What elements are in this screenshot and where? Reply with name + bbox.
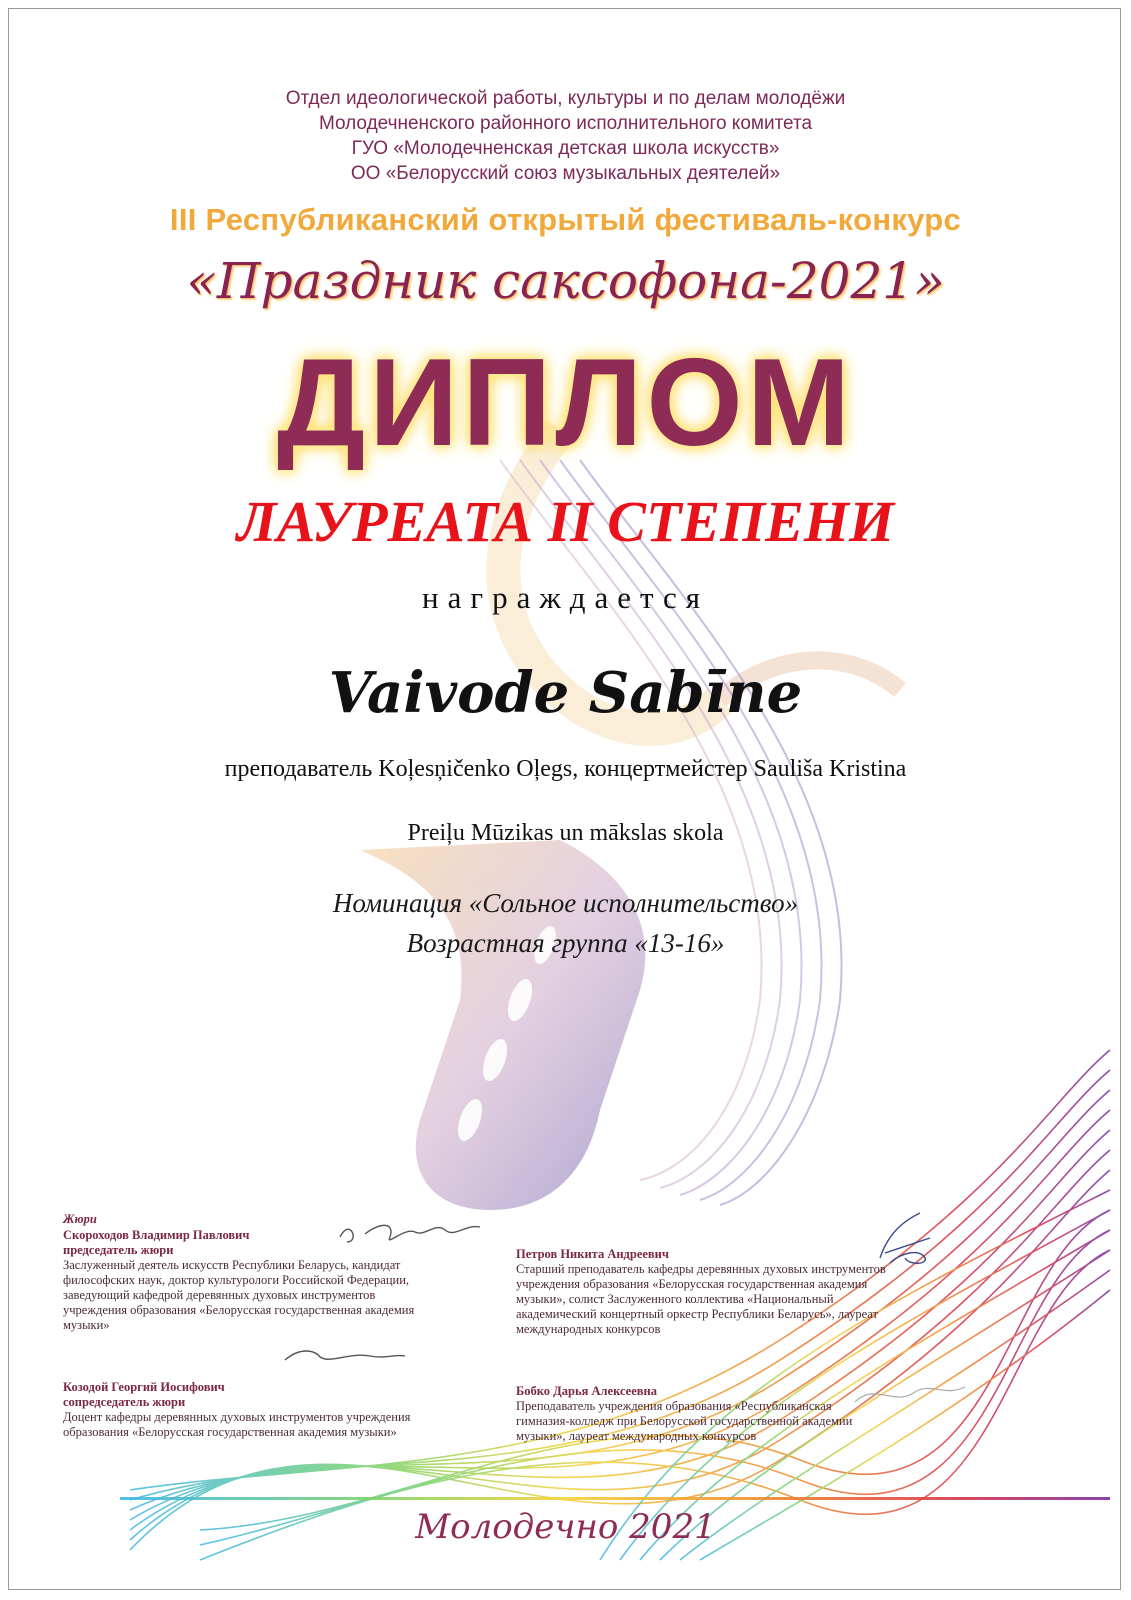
jury-member-role: председатель жюри: [63, 1243, 174, 1257]
organizers-block: [0, 86, 1131, 186]
signature-image: [335, 1212, 485, 1252]
organizer-line: ГУО «Молодечненская детская школа искусств»: [351, 138, 780, 159]
jury-member-bio: Преподаватель учреждения образования «Республиканская гимназия-колледж при Белорусской государственной академии музыки», лауреат международных конкурсов: [516, 1399, 853, 1443]
festival-title: III Республиканский открытый фестиваль-конкурс: [169, 202, 962, 237]
jury-member-bio: Заслуженный деятель искусств Республики Беларусь, кандидат философских наук, доктор культурологи Российской Федерации, заведующий кафедрой деревянных духовых инструментов учреждения образования «Белорусская государственная академия музыки»: [63, 1258, 415, 1332]
signature-image: [280, 1342, 410, 1372]
jury-member: [516, 1247, 886, 1337]
awarded-caption: награждается: [422, 580, 709, 615]
diploma-title: ДИПЛОМ: [276, 334, 855, 472]
jury-heading: Жюри: [63, 1212, 97, 1226]
organizer-line: ОО «Белорусский союз музыкальных деятелей»: [350, 163, 781, 184]
laureate-degree: ЛАУРЕАТА II СТЕПЕНИ: [236, 489, 895, 554]
recipient-name: Vaivode Sabīne: [328, 660, 803, 726]
jury-member-name: Бобко Дарья Алексеевна: [516, 1384, 657, 1398]
jury-member-name: Скороходов Владимир Павлович: [63, 1228, 250, 1242]
jury-member: [516, 1384, 886, 1444]
school-name: Preiļu Mūzikas un mākslas skola: [407, 820, 724, 846]
jury-member-name: Петров Никита Андреевич: [516, 1247, 669, 1261]
place-year: Молодечно 2021: [415, 1507, 716, 1547]
jury-member: [63, 1380, 433, 1440]
signature-image: [850, 1372, 970, 1412]
festival-name: «Праздник саксофона-2021»: [186, 252, 945, 310]
age-group: Возрастная группа «13-16»: [406, 928, 725, 958]
organizer-line: Отдел идеологической работы, культуры и по делам молодёжи: [285, 88, 846, 109]
signature-image: [870, 1208, 940, 1268]
nomination: Номинация «Сольное исполнительство»: [332, 888, 799, 918]
jury-member-bio: Доцент кафедры деревянных духовых инструментов учреждения образования «Белорусская государственная академия музыки»: [63, 1410, 411, 1439]
jury-member-name: Козодой Георгий Иосифович: [63, 1380, 225, 1394]
jury-member-role: сопредседатель жюри: [63, 1395, 186, 1409]
teachers-line: преподаватель Koļesņičenko Oļegs, концертмейстер Sauliša Kristina: [224, 756, 907, 782]
jury-member-bio: Старший преподаватель кафедры деревянных духовых инструментов учреждения образования «Белорусская государственная академия музыки», солист Заслуженного коллектива «Национальный академический концертный оркестр Республики Беларусь», лауреат международных конкурсов: [516, 1262, 886, 1336]
organizer-line: Молодечненского районного исполнительного комитета: [318, 113, 813, 134]
